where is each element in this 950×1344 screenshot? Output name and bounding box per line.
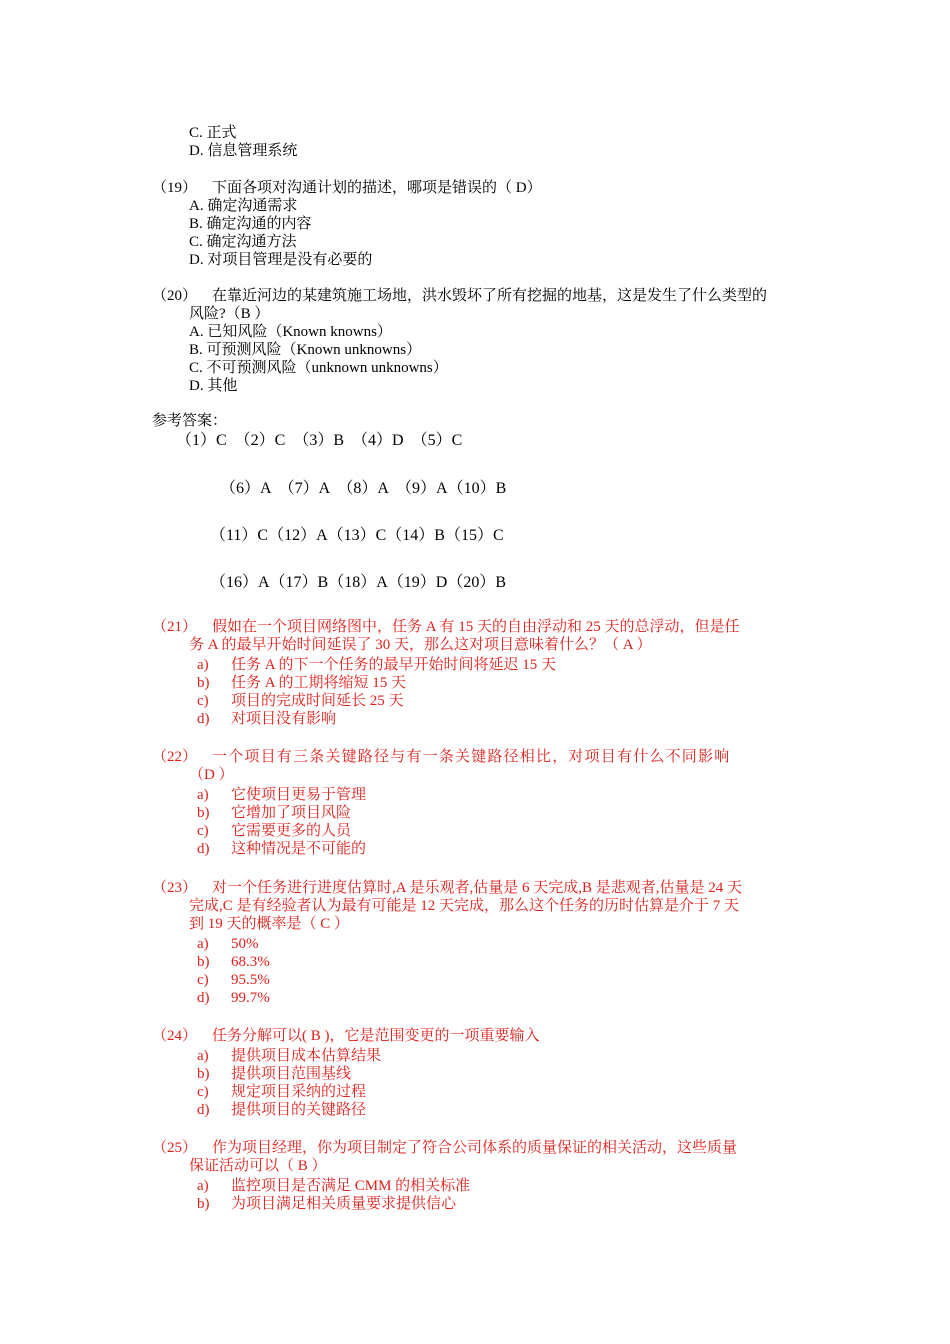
option	[197, 674, 808, 692]
question-number: （25）	[152, 1140, 198, 1156]
option-text: 它增加了项目风险	[231, 805, 352, 821]
option	[197, 1101, 808, 1119]
option-label: b)	[197, 675, 210, 691]
option: D. 其他	[189, 378, 238, 394]
option	[197, 804, 808, 822]
option-label: b)	[197, 1196, 210, 1212]
option-label: c)	[197, 693, 209, 709]
question-21	[152, 618, 808, 728]
option-text: 任务 A 的下一个任务的最早开始时间将延迟 15 天	[231, 657, 557, 673]
question-22	[152, 748, 808, 858]
question-stem: 任务分解可以( B )，它是范围变更的一项重要输入	[212, 1028, 540, 1044]
question-number: （24）	[152, 1028, 198, 1044]
option-text: 为项目满足相关质量要求提供信心	[231, 1196, 457, 1212]
option-text: 这种情况是不可能的	[231, 841, 367, 857]
option: B. 可预测风险（Known unknowns）	[189, 342, 422, 358]
option-label: d)	[197, 1102, 210, 1118]
option: C. 不可预测风险（unknown unknowns）	[189, 360, 448, 376]
option	[197, 1083, 808, 1101]
question-stem: 一个项目有三条关键路径与有一条关键路径相比，对项目有什么不同影响	[212, 749, 731, 765]
previous-question-tail	[152, 124, 808, 160]
option-text: 对项目没有影响	[231, 711, 337, 727]
option: A. 确定沟通需求	[189, 198, 298, 214]
option-text: 监控项目是否满足 CMM 的相关标准	[231, 1178, 471, 1194]
option-text: 它使项目更易于管理	[231, 787, 367, 803]
question-20	[152, 287, 808, 395]
option-label: a)	[197, 1178, 209, 1194]
option-label: b)	[197, 805, 210, 821]
option	[197, 822, 808, 840]
option-label: c)	[197, 823, 209, 839]
option	[197, 840, 808, 858]
option	[197, 656, 808, 674]
answer-key-title: 参考答案：	[152, 413, 228, 429]
option-text: 规定项目采纳的过程	[231, 1084, 367, 1100]
option-text: 99.7%	[231, 990, 270, 1006]
option	[197, 786, 808, 804]
question-stem-continued: 保证活动可以（ B ）	[189, 1158, 327, 1174]
option	[197, 1065, 808, 1083]
option-label: d)	[197, 841, 210, 857]
option-label: a)	[197, 1048, 209, 1064]
option-label: c)	[197, 1084, 209, 1100]
option: B. 确定沟通的内容	[189, 216, 312, 232]
question-24	[152, 1027, 808, 1119]
option-label: a)	[197, 657, 209, 673]
question-stem-continued: （D ）	[189, 767, 234, 783]
option-label: b)	[197, 954, 210, 970]
option	[197, 935, 808, 953]
option-text: 提供项目成本估算结果	[231, 1048, 382, 1064]
option-text: 95.5%	[231, 972, 270, 988]
option-text: 50%	[231, 936, 259, 952]
question-number: （22）	[152, 749, 198, 765]
option-label: b)	[197, 1066, 210, 1082]
option	[197, 692, 808, 710]
option-text: 项目的完成时间延长 25 天	[231, 693, 404, 709]
option	[197, 1047, 808, 1065]
option-label: c)	[197, 972, 209, 988]
option-text: 提供项目范围基线	[231, 1066, 352, 1082]
question-stem: 在靠近河边的某建筑施工场地，洪水毁坏了所有挖掘的地基，这是发生了什么类型的	[212, 288, 768, 304]
question-number: （19）	[152, 180, 198, 196]
option: D. 对项目管理是没有必要的	[189, 252, 373, 268]
question-stem: 下面各项对沟通计划的描述，哪项是错误的（ D）	[212, 180, 542, 196]
question-stem-continued: 务 A 的最早开始时间延误了 30 天，那么这对项目意味着什么？（ A ）	[189, 637, 652, 653]
option	[197, 1195, 808, 1213]
answer-row: （16）A（17）B（18）A（19）D（20）B	[210, 574, 507, 591]
answer-row: （1）C （2）C （3）B （4）D （5）C	[176, 432, 463, 449]
option: C. 确定沟通方法	[189, 234, 297, 250]
question-25	[152, 1139, 808, 1213]
option	[197, 971, 808, 989]
question-number: （21）	[152, 619, 198, 635]
option	[197, 1177, 808, 1195]
option-text: 任务 A 的工期将缩短 15 天	[231, 675, 407, 691]
question-number: （23）	[152, 880, 198, 896]
question-stem-continued: 风险?（B ）	[189, 306, 270, 322]
question-stem-continued: 到 19 天的概率是（ C ）	[189, 916, 350, 932]
question-19	[152, 179, 808, 269]
option-label: a)	[197, 936, 209, 952]
answer-row: （6）A （7）A （8）A （9）A（10）B	[220, 480, 507, 497]
question-stem: 假如在一个项目网络图中，任务 A 有 15 天的自由浮动和 25 天的总浮动，但是任	[212, 619, 740, 635]
option	[197, 953, 808, 971]
option: A. 已知风险（Known knowns）	[189, 324, 392, 340]
option-text: 68.3%	[231, 954, 270, 970]
question-stem: 对一个任务进行进度估算时,A 是乐观者,估量是 6 天完成,B 是悲观者,估量是 24 天	[212, 880, 743, 896]
option-text: 提供项目的关键路径	[231, 1102, 367, 1118]
option	[197, 710, 808, 728]
option: C. 正式	[189, 125, 237, 141]
answer-row: （11）C（12）A（13）C（14）B（15）C	[210, 527, 504, 544]
question-stem: 作为项目经理，你为项目制定了符合公司体系的质量保证的相关活动，这些质量	[212, 1140, 738, 1156]
option-label: a)	[197, 787, 209, 803]
option: D. 信息管理系统	[189, 143, 298, 159]
question-number: （20）	[152, 288, 198, 304]
question-23	[152, 879, 808, 1007]
question-stem-continued: 完成,C 是有经验者认为最有可能是 12 天完成，那么这个任务的历时估算是介于 7 天	[189, 898, 740, 914]
option-label: d)	[197, 990, 210, 1006]
option-text: 它需要更多的人员	[231, 823, 352, 839]
option-label: d)	[197, 711, 210, 727]
option	[197, 989, 808, 1007]
